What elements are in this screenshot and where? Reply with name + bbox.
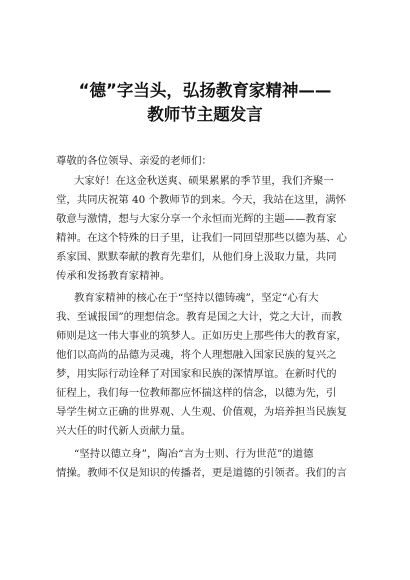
document-title-line-2: 教师节主题发言	[147, 105, 263, 124]
body-line: 教育家精神的核心在于“坚持以德铸魂”，坚定“心有大	[74, 292, 319, 304]
body-line: 梦，用实际行动诠释了对国家和民族的深情厚谊。在新时代的	[56, 368, 337, 380]
body-line: 师则是这一伟大事业的筑梦人。正如历史上那些伟大的教育家，	[56, 330, 347, 342]
body-line: 情操。教师不仅是知识的传播者，更是道德的引领者。我们的言	[56, 467, 347, 479]
body-line: 精神。在这个特殊的日子里，让我们一同回望那些以德为基、心	[56, 232, 347, 244]
body-line: 系家国、默默奉献的教育先辈们，从他们身上汲取力量，共同	[56, 251, 337, 263]
body-line: 他们以高尚的品德为灵魂，将个人理想融入国家民族的复兴之	[56, 349, 337, 361]
body-line: 大家好！在这金秋送爽、硕果累累的季节里，我们齐聚一	[74, 175, 334, 187]
body-line: 导学生树立正确的世界观、人生观、价值观，为培养担当民族复	[56, 406, 347, 418]
body-line: 堂，共同庆祝第 40 个教师节的到来。今天，我站在这里，满怀	[56, 194, 346, 206]
body-line: 传承和发扬教育家精神。	[56, 270, 171, 282]
body-line: 征程上，我们每一位教师都应怀揣这样的信念，以德为先，引	[56, 387, 337, 399]
body-line: “坚持以德立身”，陶冶“言为士则、行为世范”的道德	[74, 448, 314, 460]
body-line: 我、至诚报国”的理想信念。教育是国之大计，党之大计，而教	[56, 311, 342, 323]
body-line: 兴大任的时代新人贡献力量。	[56, 425, 192, 437]
body-line: 敬意与激情，想与大家分享一个永恒而光辉的主题——教育家	[56, 213, 337, 225]
greeting: 尊敬的各位领导、亲爱的老师们：	[56, 155, 212, 167]
document-title-line-1: “德”字当头，弘扬教育家精神——	[78, 81, 332, 100]
